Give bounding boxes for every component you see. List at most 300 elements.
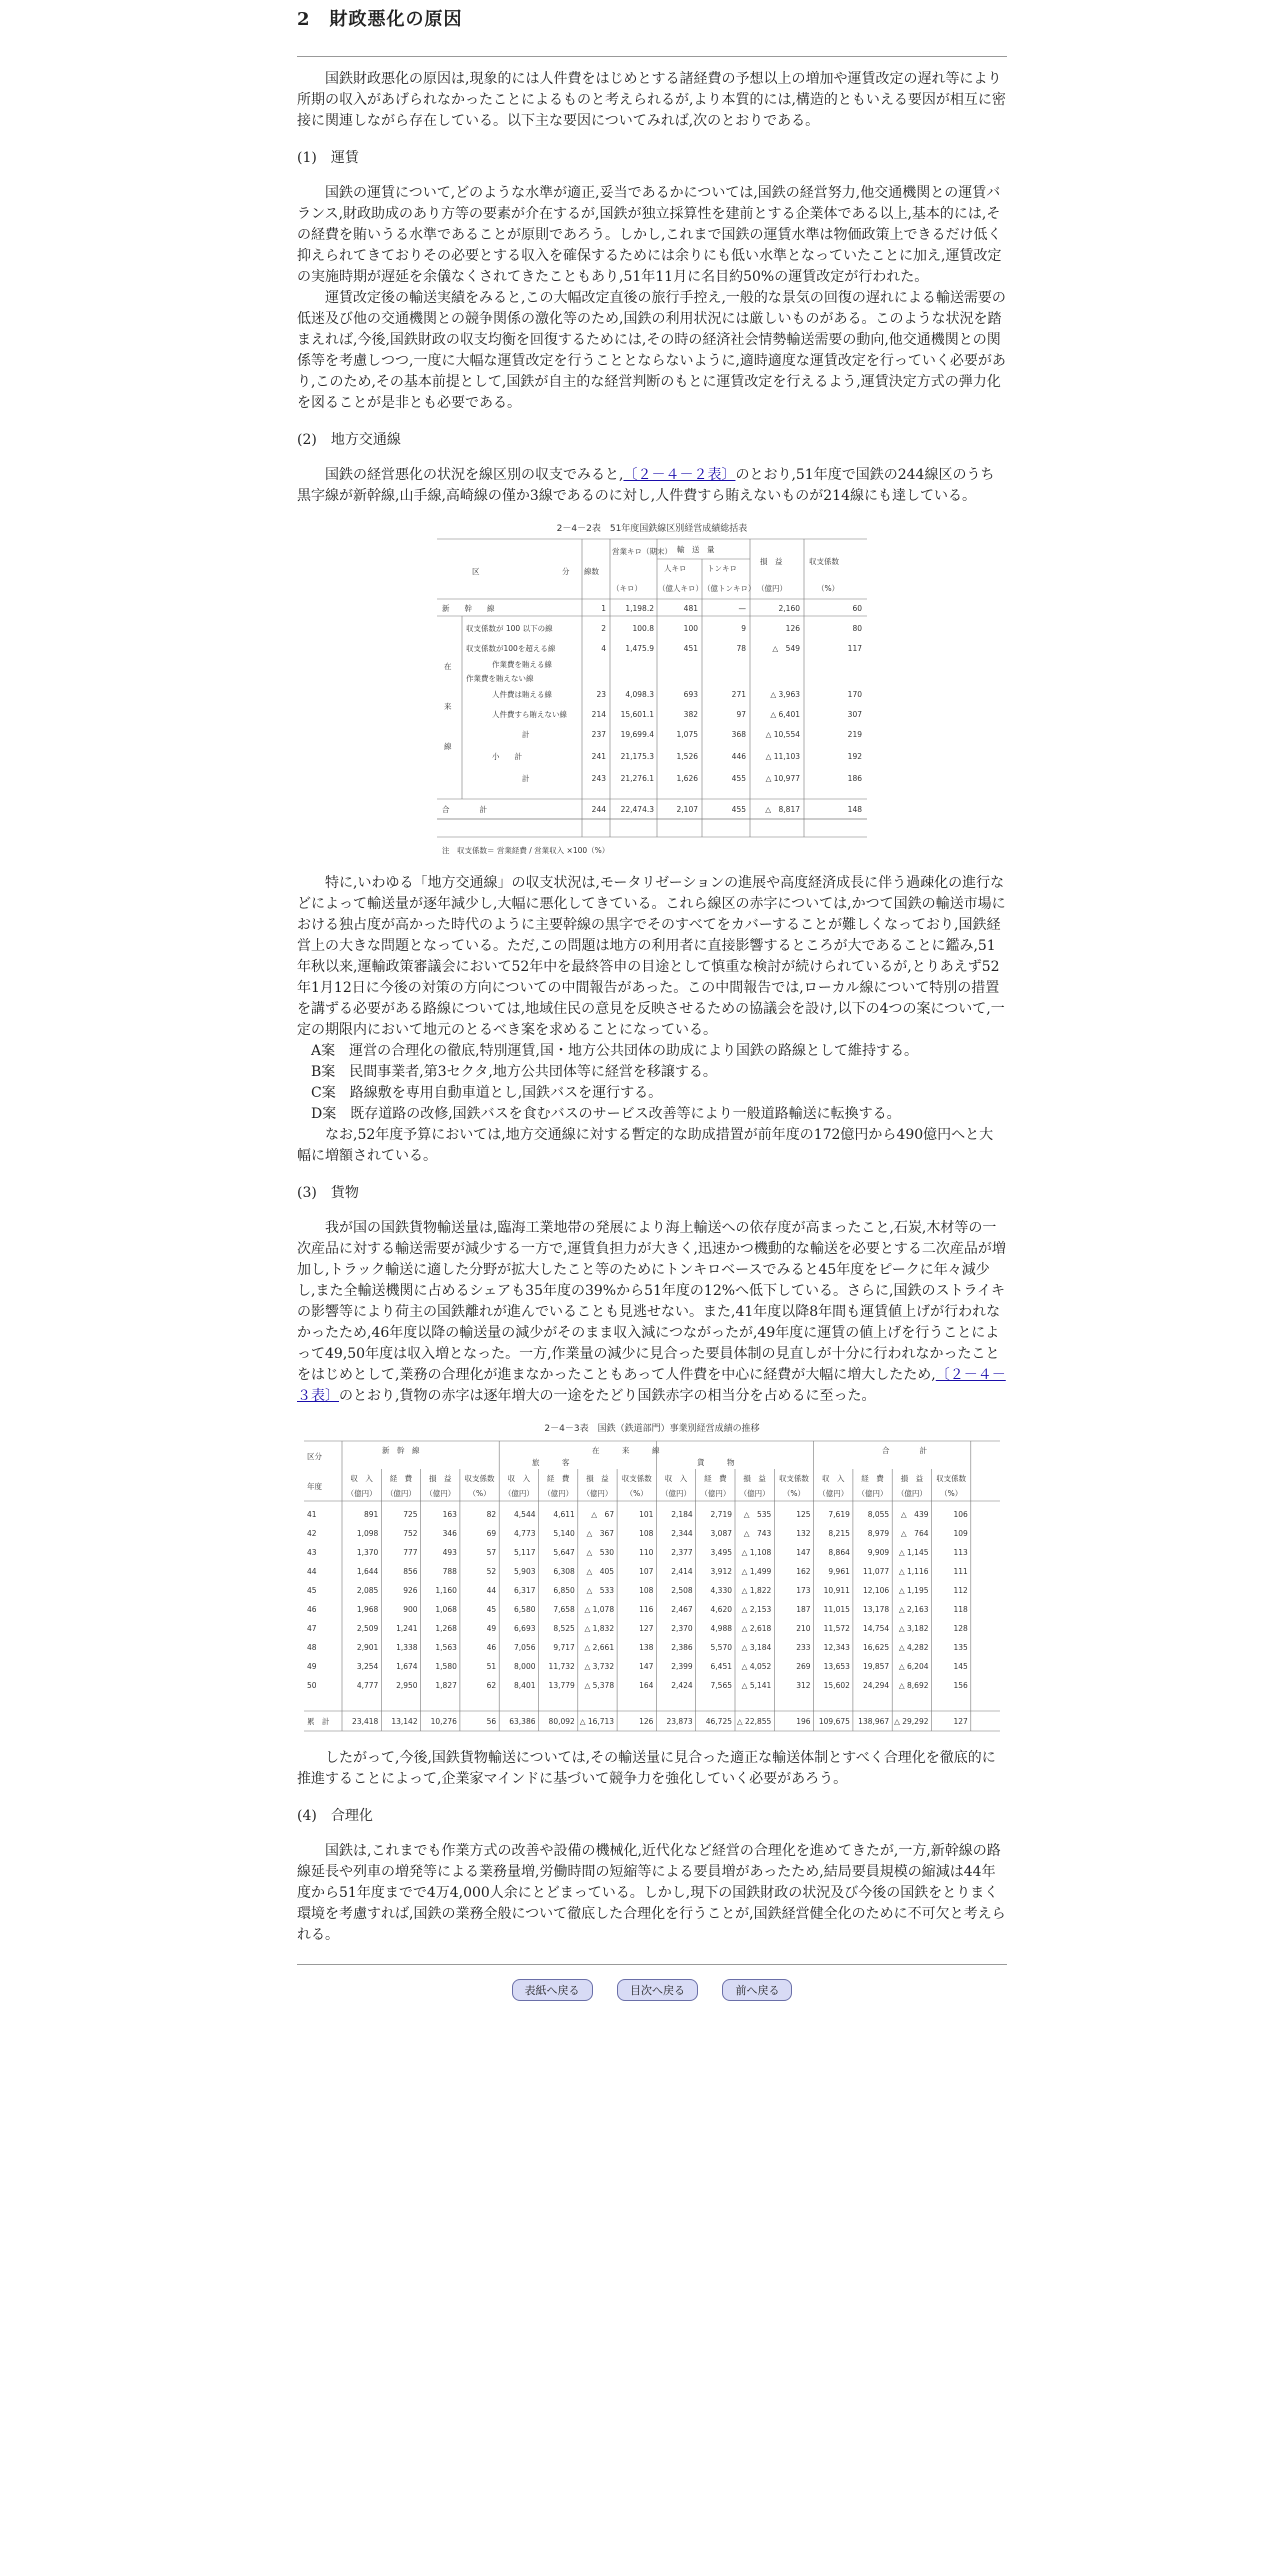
section-1-paragraph-1: 国鉄の運賃について,どのような水準が適正,妥当であるかについては,国鉄の経営努力,他交通機関との運賃バランス,財政助成のあり方等の要素が介在するが,国鉄が独立採算性を建前とする企業体である以上,基本的には,その経費を賄いうる水準であることが原則であろう。しかし,これまで国鉄の運賃水準は物価政策上できるだけ低く抑えられてきておりその必要とする収入を確保するためには余りにも低い水準となっていたことに加え,運賃改定の実施時期が遅延を余儀なくされてきたこともあり,51年11月に名目約50%の運賃改定が行われた。 [297,185,1002,285]
table-2-4-2-cell: 243 [591,774,606,783]
table-2-4-3-subheader: 収支係数 [778,1474,809,1483]
table-2-4-3-cell: 312 [796,1681,811,1690]
table-2-4-3-cell: △ 5,141 [741,1681,772,1690]
table-2-4-3-cell: 138,967 [858,1717,890,1726]
table-2-4-3-cell: 12,106 [862,1586,890,1595]
table-2-4-3-cell: 2,509 [356,1624,379,1633]
table-2-4-3-year: 45 [307,1586,317,1595]
table-2-4-3-cell: 9,909 [867,1548,890,1557]
section-2-paragraph-1 [297,465,1007,507]
table-2-4-2-cell: 382 [683,710,698,719]
document-page [297,0,1007,2001]
table-2-4-3-year: 42 [307,1529,317,1538]
table-2-4-3-cell: △ 5,378 [584,1681,615,1690]
table-2-4-3-cell: 2,414 [671,1567,693,1576]
row-kei-label: 計 [522,774,530,783]
table-2-4-3-cell: 1,968 [356,1605,379,1614]
table-2-4-3-subheader: 損 益 [429,1474,452,1483]
table-2-4-2-cell: 100 [683,624,698,633]
table-2-4-3-cell: 145 [953,1662,968,1671]
table-2-4-2-cell: 2 [601,624,606,633]
back-to-prev-button[interactable]: 前へ戻る [722,1979,792,2001]
table-2-4-3-cell: 51 [486,1662,497,1671]
table-2-4-2-cell: 117 [847,644,862,653]
table-2-4-3-cell: 16,625 [862,1643,890,1652]
table-2-4-3-subheader: 経 費 [861,1474,884,1483]
table-2-4-2-cell: 1,075 [676,730,698,739]
table-2-4-3-cell: △ 533 [586,1586,615,1595]
table-2-4-3-cell: 12,343 [823,1643,850,1652]
table-2-4-2-cell: 219 [847,730,862,739]
zairai-zai: 在 [444,662,452,671]
table-2-4-2-cell: 241 [591,752,606,761]
section-3-paragraph-2: したがって,今後,国鉄貨物輸送については,その輸送量に見合った適正な輸送体制とすべく合理化を徹底的に推進することによって,企業家マインドに基づいて競争力を強化していく必要があろう。 [297,1750,996,1787]
table-2-4-3-cell: 2,508 [671,1586,693,1595]
table-2-4-3-cell: 8,000 [514,1662,536,1671]
top-divider [297,56,1007,57]
col-jinkiro: 人キロ [664,564,687,573]
text-span: のとおり,貨物の赤字は逐年増大の一途をたどり国鉄赤字の相当分を占めるに至った。 [339,1388,876,1404]
table-2-4-2-cell: 19,699.4 [620,730,654,739]
col-ku: 区 [472,567,480,576]
table-2-4-2-cell: 307 [847,710,862,719]
table-2-4-3-cell: 3,495 [710,1548,732,1557]
table-2-4-2-cell: 192 [847,752,862,761]
table-2-4-3-cell: 138 [639,1643,654,1652]
table-2-4-2-cell: 80 [852,624,862,633]
plan-d: D案 既存道路の改修,国鉄バスを食むバスのサービス改善等により一般道路輸送に転換する。 [311,1106,901,1122]
col-eigyo: 営業キロ（期末） [612,547,672,556]
table-2-4-3-cell: 788 [442,1567,457,1576]
table-2-4-3-cell: 106 [953,1510,968,1519]
table-2-4-3-cell: 2,377 [671,1548,693,1557]
table-2-4-3-cell: 2,950 [396,1681,418,1690]
table-2-4-3-unit: （億円） [385,1489,416,1498]
table-2-4-3-cell: 23,873 [666,1717,693,1726]
table-2-4-3-subheader: 経 費 [389,1474,413,1483]
table-2-4-3-cell: △ 67 [591,1510,615,1519]
table-2-4-2-cell: 186 [847,774,862,783]
table-2-4-3-cell: △ 2,153 [741,1605,772,1614]
table-2-4-3-cell: 9,961 [828,1567,850,1576]
table-2-4-3-cell: 44 [486,1586,497,1595]
table-2-4-3-cell: △ 22,855 [736,1717,772,1726]
h-shinkansen: 新 幹 線 [382,1446,420,1455]
row-total-label: 合 計 [442,805,487,814]
h-ku: 区分 [307,1452,322,1461]
table-2-4-3-cell: 56 [486,1717,497,1726]
table-2-4-3-cell: 6,451 [710,1662,732,1671]
table-2-4-3-cell: 7,658 [553,1605,575,1614]
table-2-4-3-unit: （億円） [346,1489,377,1498]
table-2-4-3-cell: 1,580 [435,1662,457,1671]
table-2-4-2-cell: 455 [731,805,746,814]
table-2-4-3-cell: 2,719 [710,1510,732,1519]
table-2-4-3-cell: 11,732 [548,1662,575,1671]
table-2-4-2-cell: 4,098.3 [625,690,654,699]
table-2-4-3-cell: 4,330 [710,1586,732,1595]
table-2-4-3-year: 50 [307,1681,317,1690]
table-2-4-3-cell: △ 764 [900,1529,929,1538]
table-2-4-3-cell: 14,754 [862,1624,890,1633]
table-2-4-3-cell: △ 1,499 [741,1567,772,1576]
table-2-4-3-cell: △ 2,661 [584,1643,615,1652]
table-2-4-3-cell: 15,602 [823,1681,850,1690]
table-2-4-3-subheader: 損 益 [586,1474,609,1483]
table-2-4-3-cell: 926 [403,1586,418,1595]
table-2-4-3-subheader: 損 益 [743,1474,766,1483]
table-2-4-3-cell: 80,092 [548,1717,575,1726]
table-2-4-2-cell: 170 [847,690,862,699]
h-ryokaku: 旅 客 [532,1458,570,1467]
col-bun: 分 [562,567,570,576]
table-2-4-3-subheader: 収 入 [822,1474,845,1483]
table-2-4-3-cell: △ 1,108 [741,1548,772,1557]
table-2-4-3-cell: △ 530 [586,1548,615,1557]
table-2-4-3-cell: 101 [639,1510,654,1519]
table-2-4-3-unit: （億円） [857,1489,888,1498]
table-2-4-3-cell: 5,903 [514,1567,536,1576]
text-span: のとおり,51年度で国鉄の244線区のうち黒字線が新幹線,山手線,高崎線の僅か3線であるのに対し,人件費すら賄えないものが214線にも達している。 [297,467,995,504]
table-2-4-3-cell: 233 [796,1643,811,1652]
table-2-4-3-cell: △ 4,282 [898,1643,929,1652]
table-2-4-3-cell: 127 [953,1717,968,1726]
table-2-4-3-cell: 6,317 [514,1586,536,1595]
table-2-4-3-cell: △ 405 [586,1567,615,1576]
table-2-4-3-cell: 8,215 [828,1529,850,1538]
table-2-4-3-cell: 5,647 [553,1548,575,1557]
table-2-4-2-cell: △ 8,817 [765,805,800,814]
table-2-4-3-cell: 45 [486,1605,497,1614]
table-2-4-3-cell: 107 [639,1567,654,1576]
col-sen: 線数 [584,567,599,576]
unit-pct: （%） [817,584,840,593]
table-2-4-3-cell: 1,098 [356,1529,379,1538]
zairai-sen: 線 [444,742,452,751]
table-2-4-3-cell: 269 [796,1662,811,1671]
table-2-4-3-link[interactable]: 〔２－４－３表〕 [297,1367,1006,1404]
table-2-4-3-cell: 8,864 [828,1548,850,1557]
table-2-4-3-cell: 24,294 [862,1681,890,1690]
table-2-4-3-cell: 2,424 [671,1681,693,1690]
table-2-4-3-cell: 1,370 [356,1548,379,1557]
table-2-4-2-cell: 368 [731,730,746,739]
table-2-4-3-cell: 125 [796,1510,811,1519]
table-2-4-3-cell: 1,563 [435,1643,457,1652]
table-2-4-2-cell: — [738,604,746,613]
table-2-4-3-cell: △ 4,052 [741,1662,772,1671]
table-2-4-3-cell: 210 [796,1624,811,1633]
table-2-4-3-year: 46 [307,1605,317,1614]
table-2-4-3-cell: 8,055 [867,1510,890,1519]
table-2-4-3-cell: 109,675 [818,1717,850,1726]
table-2-4-3-cell: 6,850 [553,1586,575,1595]
table-2-4-3-cell: △ 439 [900,1510,929,1519]
table-2-4-3-cell: 116 [639,1605,654,1614]
section-2-paragraph-2: 特に,いわゆる「地方交通線」の収支状況は,モータリゼーションの進展や高度経済成長に伴う過疎化の進行などによって輸送量が逐年減少し,大幅に悪化してきている。これら線区の赤字については,かつて国鉄の輸送市場における独占度が高かった時代のように主要幹線の黒字でそのすべてをカバーすることが難しくなっており,国鉄経営上の大きな問題となっている。ただ,この問題は地方の利用者に直接影響するところが大であることに鑑み,51年秋以来,運輸政策審議会において52年中を最終答申の目途として慎重な検討が続けられているが,とりあえず52年1月12日に今後の対策の方向についての中間報告があった。この中間報告では,ローカル線について特別の措置を講ずる必要がある路線については,地域住民の意見を反映させるための協議会を設け,以下の4つの案について,一定の期限内において地元のとるべき案を求めることになっている。 [297,875,1006,1038]
table-2-4-3-cell: 3,087 [710,1529,732,1538]
row-shinkansen: 新 幹 線 [442,604,495,613]
bottom-divider [297,1964,1007,1965]
table-2-4-3-unit: （%） [940,1489,963,1498]
table-2-4-3-cell: 8,979 [867,1529,890,1538]
table-2-4-3-cell: △ 367 [586,1529,615,1538]
table-2-4-3-cell: 10,276 [430,1717,457,1726]
table-2-4-2-cell: 22,474.3 [620,805,654,814]
table-2-4-2-cell: 237 [591,730,606,739]
table-2-4-2-link[interactable]: 〔２－４－２表〕 [623,467,736,483]
h-gokei: 合 計 [882,1446,927,1455]
table-2-4-3-cell: 856 [403,1567,418,1576]
table-2-4-3-cell: 173 [796,1586,811,1595]
table-2-4-3-cell: 1,338 [396,1643,418,1652]
table-2-4-2-cell: 446 [731,752,746,761]
section-2-title: (2) 地方交通線 [297,432,401,448]
table-2-4-3-subheader: 収 入 [350,1474,373,1483]
table-2-4-3-cell: 147 [796,1548,811,1557]
back-to-toc-button[interactable]: 目次へ戻る [617,1979,698,2001]
table-2-4-3-subheader: 経 費 [704,1474,727,1483]
table-2-4-3-cell: 4,620 [710,1605,732,1614]
table-2-4-3-cell: 2,085 [356,1586,379,1595]
table-2-4-3-unit: （億円） [543,1489,574,1498]
sub-label: 作業費を賄えない線 [466,674,534,683]
table-2-4-3-cell: 752 [403,1529,418,1538]
intro-paragraph: 国鉄財政悪化の原因は,現象的には人件費をはじめとする諸経費の予想以上の増加や運賃改定の遅れ等により所期の収入があげられなかったことによるものと考えられるが,より本質的には,構造的ともいえる要因が相互に密接に関連しながら存在している。以下主な要因についてみれば,次のとおりである。 [297,71,1006,129]
table-2-4-2-cell: △ 11,103 [765,752,800,761]
section-1-paragraph-2: 運賃改定後の輸送実績をみると,この大幅改定直後の旅行手控え,一般的な景気の回復の遅れによる輸送需要の低迷及び他の交通機関との競争関係の激化等のため,国鉄の利用状況には厳しいものがある。このような状況を踏まえれば,今後,国鉄財政の収支均衡を回復するためには,その時の経済社会情勢輸送需要の動向,他交通機関との関係等を考慮しつつ,一度に大幅な運賃改定を行うこととならないように,適時適度な運賃改定を行っていく必要があり,このため,その基本前提として,国鉄が自主的な経営判断のもとに運賃改定を行えるよう,運賃決定方式の弾力化を図ることが是非とも必要である。 [297,290,1006,411]
unit-kiro: （キロ） [612,584,642,593]
table-2-4-2-cell: 1,475.9 [625,644,654,653]
table-2-4-3-cell: 1,644 [356,1567,379,1576]
table-2-4-3-cell: 3,912 [710,1567,732,1576]
table-2-4-3-cell: △ 1,116 [898,1567,929,1576]
table-2-4-3-cell: 109 [953,1529,968,1538]
h-kamotsu: 貨 物 [697,1458,735,1467]
table-2-4-2-cell: 100.8 [632,624,654,633]
table-2-4-3-cell: 164 [639,1681,654,1690]
table-2-4-3-cell: 1,827 [435,1681,457,1690]
table-2-4-2-cell: 1 [601,604,606,613]
table-2-4-3-cell: △ 2,618 [741,1624,772,1633]
table-2-4-3-cell: 777 [403,1548,418,1557]
back-to-cover-button[interactable]: 表紙へ戻る [512,1979,593,2001]
h-nendo: 年度 [307,1482,322,1491]
table-2-4-3-cell: 11,572 [823,1624,850,1633]
unit-okuen: （億円） [757,584,787,593]
table-2-4-3-cell: △ 1,195 [898,1586,929,1595]
table-2-4-2-cell: 2,160 [778,604,800,613]
table-2-4-3-cell: 8,401 [514,1681,536,1690]
table-2-4-3-cell: 11,015 [823,1605,850,1614]
table-2-4-3-cell: 13,178 [862,1605,890,1614]
table-2-4-2-cell: 455 [731,774,746,783]
table-2-4-2-cell: 2,107 [676,805,698,814]
table-2-4-3-cell: 1,068 [435,1605,457,1614]
h-zairai: 在 来 線 [592,1446,660,1455]
table-2-4-3-cell: 2,399 [671,1662,693,1671]
table-2-4-3-cell: △ 3,182 [898,1624,929,1633]
table-2-4-3-subheader: 収 入 [507,1474,531,1483]
table-2-4-2-cell: 15,601.1 [620,710,654,719]
table-2-4-3-cell: 62 [486,1681,497,1690]
table-2-4-3-cell: △ 8,692 [898,1681,929,1690]
table-2-4-3-cell: 113 [953,1548,968,1557]
table-2-4-3-cell: 135 [953,1643,968,1652]
section-1-title: (1) 運賃 [297,150,359,166]
table-2-4-3-cell: △ 6,204 [898,1662,929,1671]
table-2-4-3-cell: 3,254 [356,1662,379,1671]
table-2-4-3-cell: 163 [442,1510,457,1519]
table-2-4-2-cell: 1,198.2 [625,604,654,613]
table-2-4-2-title: 2－4－2表 51年度国鉄線区別経営成績総括表 [556,524,748,534]
table-2-4-2-cell: △ 10,977 [765,774,800,783]
table-2-4-3-subheader: 損 益 [900,1474,924,1483]
table-2-4-3-cell: 4,611 [553,1510,575,1519]
table-2-4-3-cell: 156 [953,1681,968,1690]
table-2-4-2-cell: △ 549 [772,644,800,653]
plan-c: C案 路線敷を専用自動車道とし,国鉄バスを運行する。 [311,1085,663,1101]
table-2-4-3-cell: △ 3,184 [741,1643,772,1652]
table-2-4-3-cell: 4,988 [710,1624,732,1633]
table-2-4-3-cell: 6,308 [553,1567,575,1576]
table-2-4-3-unit: （億円） [700,1489,731,1498]
table-2-4-3-cell: △ 535 [743,1510,772,1519]
table-2-4-3-cell: 111 [953,1567,968,1576]
table-2-4-3-cell: 49 [486,1624,497,1633]
table-2-4-3-cell: 8,525 [553,1624,575,1633]
plan-a: A案 運営の合理化の徹底,特別運賃,国・地方公共団体の助成により国鉄の路線として維持する。 [311,1043,919,1059]
table-2-4-3-year: 48 [307,1643,317,1652]
section-3-paragraph-1 [297,1218,1007,1407]
table-2-4-3-image [302,1419,1002,1734]
table-2-4-3-cell: 110 [639,1548,654,1557]
table-2-4-2-cell: 78 [736,644,746,653]
table-2-4-3-cell: △ 16,713 [579,1717,615,1726]
table-2-4-2-cell: 9 [741,624,746,633]
table-2-4-3-cell: 4,544 [514,1510,536,1519]
table-2-4-3-cell: 147 [639,1662,654,1671]
page-title: 2 財政悪化の原因 [297,9,463,30]
table-2-4-3-cell: △ 29,292 [894,1717,929,1726]
row-shokei-label: 小 計 [492,752,522,761]
table-2-4-3-cell: 1,241 [396,1624,418,1633]
table-2-4-2-cell: 481 [683,604,698,613]
table-2-4-3-subheader: 経 費 [546,1474,570,1483]
table-2-4-3-cell: △ 743 [743,1529,772,1538]
table-2-4-3-subheader: 収支係数 [621,1474,652,1483]
table-2-4-3-cell: 108 [639,1529,654,1538]
table-2-4-3-unit: （億円） [818,1489,849,1498]
col-keisu: 収支係数 [809,557,839,566]
table-2-4-3-cell: 2,901 [356,1643,379,1652]
table-2-4-3-cell: 2,370 [671,1624,693,1633]
table-2-4-3-cell: 132 [796,1529,811,1538]
table-2-4-3-cell: 4,773 [514,1529,536,1538]
table-2-4-3-cell: △ 3,732 [584,1662,615,1671]
table-2-4-2-cell: 21,175.3 [620,752,654,761]
table-2-4-3-year: 49 [307,1662,317,1671]
section-4-title: (4) 合理化 [297,1808,373,1824]
table-2-4-3-cell: 82 [486,1510,497,1519]
col-tonkiro: トンキロ [707,564,737,573]
table-2-4-3-cell: 1,674 [396,1662,418,1671]
table-2-4-3-cell: 9,717 [553,1643,575,1652]
table-2-4-2-image [432,519,872,859]
nav-bar [297,1979,1007,2001]
table-2-4-2-cell: 214 [591,710,606,719]
table-2-4-2-cell: 60 [852,604,862,613]
table-2-4-3-cell: 2,386 [671,1643,693,1652]
table-2-4-3-cell: 900 [403,1605,418,1614]
table-2-4-3-cell: 7,056 [514,1643,536,1652]
table-2-4-3-cell: 11,077 [862,1567,890,1576]
table-2-4-3-unit: （億円） [503,1489,534,1498]
table-2-4-2-cell: 451 [683,644,698,653]
table-2-4-3-cell: 2,467 [671,1605,693,1614]
table-2-4-3-cell: 1,160 [435,1586,457,1595]
table-2-4-3-year: 44 [307,1567,317,1576]
table-2-4-2-cell: △ 3,963 [770,690,800,699]
table-2-4-3-cell: 112 [953,1586,968,1595]
table-2-4-3-unit: （億円） [661,1489,692,1498]
table-2-4-3-cell: 13,779 [548,1681,575,1690]
table-2-4-3-cell: 187 [796,1605,811,1614]
table-2-4-3-cell: 162 [796,1567,811,1576]
table-2-4-3-cell: 2,344 [671,1529,693,1538]
table-2-4-2-cell: 1,626 [676,774,698,783]
col-yuso: 輸 送 量 [677,545,715,554]
row-c-label: 人件費は賄える線 [492,690,552,699]
table-2-4-3-cell: 57 [486,1548,497,1557]
table-2-4-3-cell: 118 [953,1605,968,1614]
table-2-4-2-cell: 23 [596,690,606,699]
table-2-4-3-cell: 725 [403,1510,418,1519]
table-2-4-3-cell: 5,570 [710,1643,732,1652]
table-2-4-3-cell: △ 1,145 [898,1548,929,1557]
plan-b: B案 民間事業者,第3セクタ,地方公共団体等に経営を移譲する。 [311,1064,717,1080]
section-2-paragraph-3: なお,52年度予算においては,地方交通線に対する暫定的な助成措置が前年度の172億円から490億円へと大幅に増額されている。 [297,1127,994,1164]
row-sub-label: 計 [522,730,530,739]
table-2-4-2-cell: 148 [847,805,862,814]
table-2-4-3-cell: 13,653 [823,1662,850,1671]
table-2-4-2-cell: 126 [785,624,800,633]
table-2-4-3-cell: △ 1,832 [584,1624,615,1633]
row-b-label: 作業費を賄える線 [492,660,552,669]
section-3-title: (3) 貨物 [297,1185,359,1201]
table-2-4-3-cell: 63,386 [509,1717,536,1726]
table-2-4-2-cell: △ 10,554 [765,730,800,739]
table-2-4-3-year: 累 計 [307,1717,330,1726]
row-d-label: 人件費すら賄えない線 [492,710,567,719]
row-a-label: 収支係数が 100 以下の線 [466,624,553,633]
table-2-4-3-cell: 6,693 [514,1624,536,1633]
table-2-4-2-cell: 4 [601,644,606,653]
table-2-4-2-cell: 244 [591,805,606,814]
table-2-4-3-cell: 1,268 [435,1624,457,1633]
table-2-4-3-subheader: 収支係数 [464,1474,495,1483]
table-2-4-3-cell: 7,619 [828,1510,850,1519]
table-2-4-3-cell: 5,117 [514,1548,536,1557]
table-2-4-3-year: 43 [307,1548,317,1557]
table-2-4-3-cell: △ 1,822 [741,1586,772,1595]
table-2-4-3-unit: （億円） [582,1489,613,1498]
table-2-4-3-cell: 69 [486,1529,497,1538]
table-2-4-3-cell: 2,184 [671,1510,693,1519]
table-2-4-3-unit: （%） [625,1489,648,1498]
table-2-4-3-cell: 108 [639,1586,654,1595]
table-2-4-3-cell: 23,418 [352,1717,379,1726]
